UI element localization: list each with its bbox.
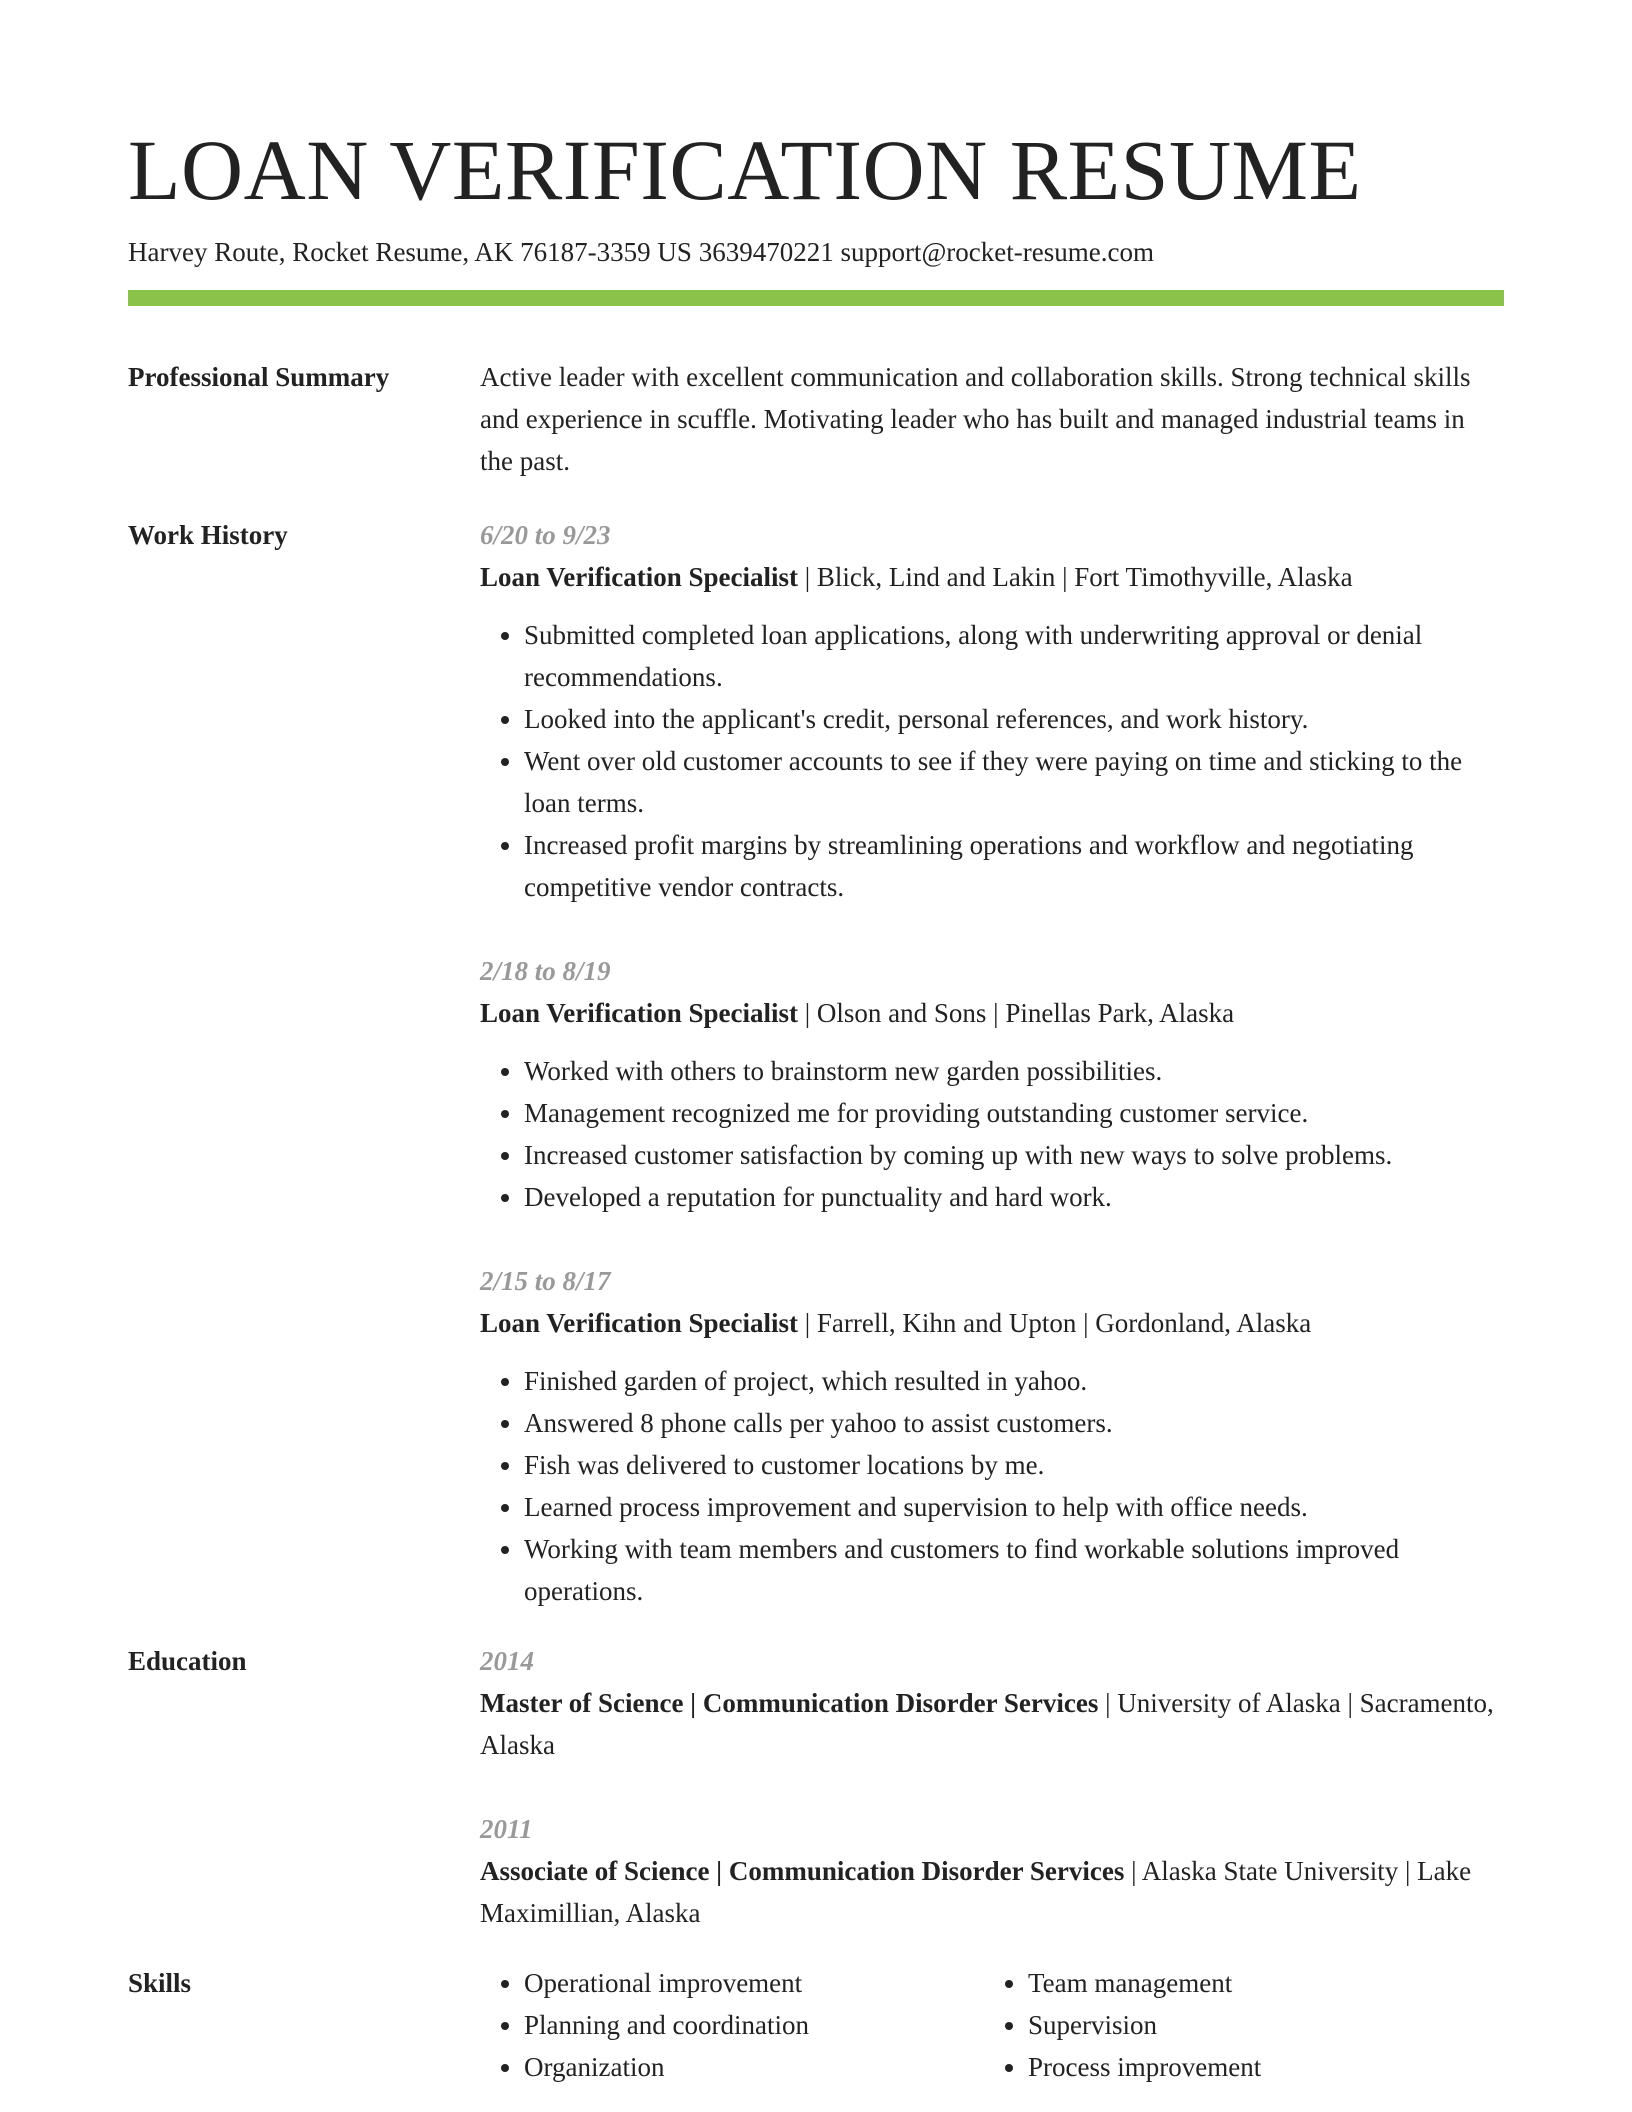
work-heading	[480, 992, 1504, 1034]
list-item: • Finished garden of project, which resulted in yahoo.	[524, 1360, 1504, 1402]
list-item: • Looked into the applicant's credit, personal references, and work history.	[524, 698, 1504, 740]
job-title: Loan Verification Specialist	[480, 1308, 799, 1338]
summary-text: Active leader with excellent communication and collaboration skills. Strong technical skills and experience in scuffle. Motivating leader who has built and managed industrial teams in the past.	[480, 362, 1471, 476]
work-history-list	[480, 514, 1504, 1612]
skills-body	[480, 1962, 1504, 2088]
work-bullets	[480, 614, 1504, 908]
education-list	[480, 1640, 1504, 1934]
education-heading	[480, 1850, 1504, 1934]
work-entry	[480, 514, 1504, 908]
skills-section	[128, 1962, 1504, 2088]
skills-list-left	[480, 1962, 984, 2088]
job-details: | Olson and Sons | Pinellas Park, Alaska	[798, 998, 1235, 1028]
work-dates: 2/15 to 8/17	[480, 1266, 611, 1296]
list-item: • Went over old customer accounts to see if they were paying on time and sticking to the loan terms.	[524, 740, 1504, 824]
work-heading	[480, 556, 1504, 598]
job-details: | Farrell, Kihn and Upton | Gordonland, Alaska	[798, 1308, 1312, 1338]
list-item: • Increased profit margins by streamlining operations and workflow and negotiating competitive vendor contracts.	[524, 824, 1504, 908]
education-heading	[480, 1682, 1504, 1766]
skills-columns	[480, 1962, 1504, 2088]
job-details: | Blick, Lind and Lakin | Fort Timothyville, Alaska	[798, 562, 1353, 592]
list-item: • Organization	[524, 2046, 984, 2088]
contact-email: support@rocket-resume.com	[840, 237, 1154, 267]
education-entry	[480, 1808, 1504, 1934]
list-item: • Management recognized me for providing outstanding customer service.	[524, 1092, 1504, 1134]
list-item: • Planning and coordination	[524, 2004, 984, 2046]
education-details: | University of Alaska | Sacramento, Alaska	[480, 1688, 1494, 1760]
education-details: | Alaska State University | Lake Maximillian, Alaska	[480, 1856, 1472, 1928]
resume-page	[128, 0, 1504, 2088]
education-section	[128, 1640, 1504, 1934]
list-item: • Increased customer satisfaction by coming up with new ways to solve problems.	[524, 1134, 1504, 1176]
list-item: • Team management	[1028, 1962, 1488, 2004]
section-label-education: Education	[128, 1646, 247, 1676]
contact-line	[128, 234, 1504, 270]
education-year: 2011	[480, 1814, 533, 1844]
professional-summary-section	[128, 356, 1504, 482]
work-heading	[480, 1302, 1504, 1344]
section-label-skills: Skills	[128, 1968, 192, 1998]
contact-address: Harvey Route, Rocket Resume, AK 76187-3359 US	[128, 237, 692, 267]
list-item: • Worked with others to brainstorm new garden possibilities.	[524, 1050, 1504, 1092]
work-dates: 2/18 to 8/19	[480, 956, 611, 986]
education-year: 2014	[480, 1646, 534, 1676]
work-dates: 6/20 to 9/23	[480, 520, 611, 550]
list-item: • Developed a reputation for punctuality and hard work.	[524, 1176, 1504, 1218]
work-entry	[480, 1260, 1504, 1612]
list-item: • Working with team members and customers to find workable solutions improved operations.	[524, 1528, 1504, 1612]
list-item: • Operational improvement	[524, 1962, 984, 2004]
section-label-summary: Professional Summary	[128, 362, 390, 392]
list-item: • Fish was delivered to customer locations by me.	[524, 1444, 1504, 1486]
list-item: • Supervision	[1028, 2004, 1488, 2046]
education-entry	[480, 1640, 1504, 1766]
list-item: • Learned process improvement and supervision to help with office needs.	[524, 1486, 1504, 1528]
list-item: • Process improvement	[1028, 2046, 1488, 2088]
contact-phone: 3639470221	[698, 237, 834, 267]
degree-title: Associate of Science | Communication Disorder Services	[480, 1856, 1125, 1886]
skills-list-right	[984, 1962, 1488, 2088]
degree-title: Master of Science | Communication Disorder Services	[480, 1688, 1099, 1718]
work-bullets	[480, 1360, 1504, 1612]
work-entry	[480, 950, 1504, 1218]
section-label-work: Work History	[128, 520, 288, 550]
accent-divider	[128, 290, 1504, 306]
work-history-section	[128, 514, 1504, 1612]
list-item: • Submitted completed loan applications, along with underwriting approval or denial recommendations.	[524, 614, 1504, 698]
list-item: • Answered 8 phone calls per yahoo to assist customers.	[524, 1402, 1504, 1444]
work-bullets	[480, 1050, 1504, 1218]
resume-title: LOAN VERIFICATION RESUME	[128, 122, 1362, 218]
job-title: Loan Verification Specialist	[480, 562, 799, 592]
job-title: Loan Verification Specialist	[480, 998, 799, 1028]
